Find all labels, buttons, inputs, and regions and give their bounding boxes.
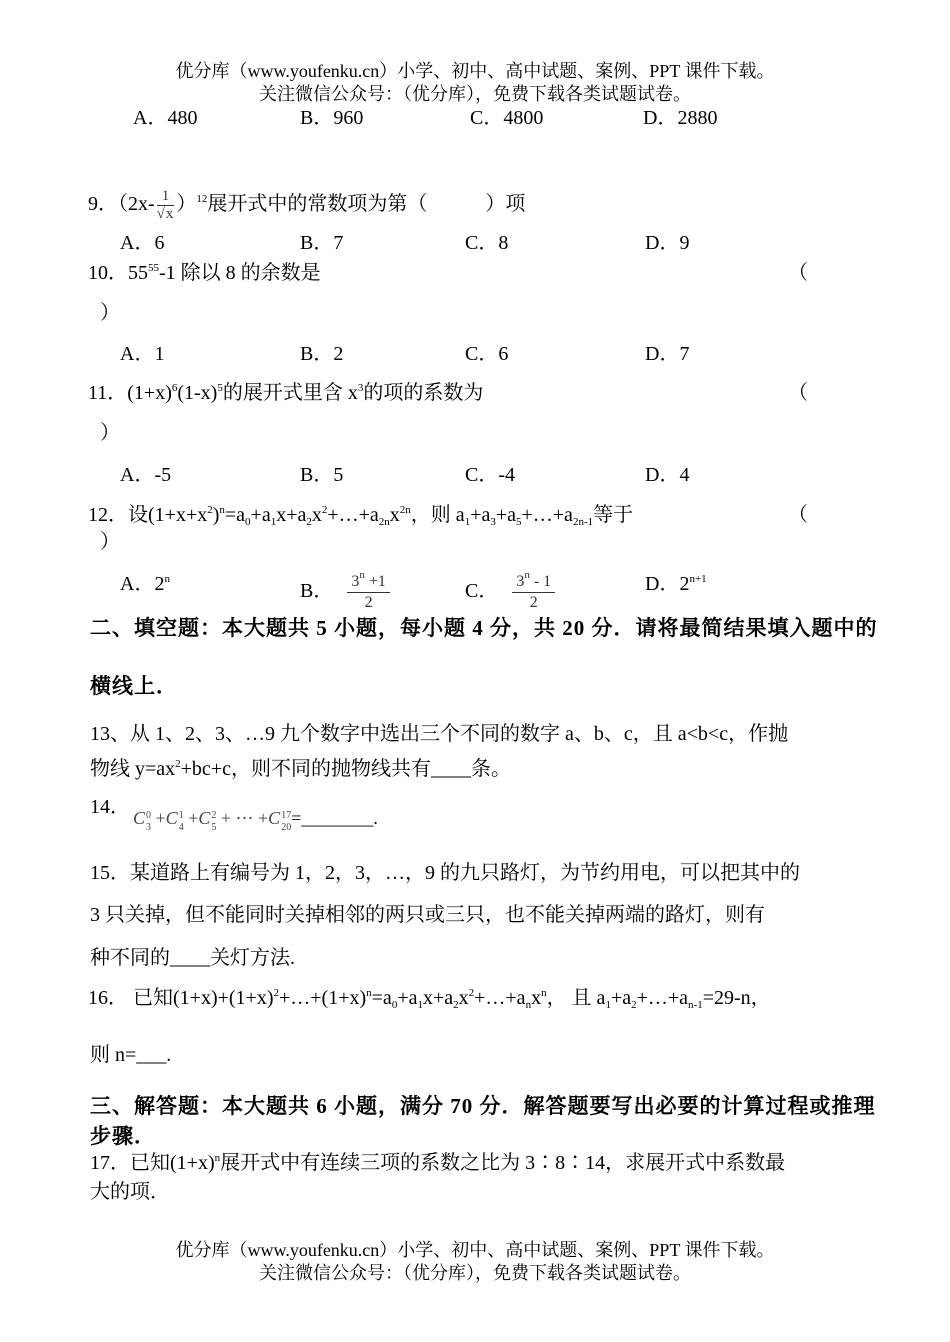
q9-number: 9． bbox=[88, 193, 118, 216]
section-2-heading-cont: 横线上． bbox=[90, 674, 178, 698]
q13-exponent: 2 bbox=[175, 758, 181, 770]
q11-stem bbox=[88, 381, 483, 405]
q12-sub: 1 bbox=[270, 516, 277, 528]
header-line-1: 优分库（www.youfenku.cn）小学、初中、高中试题、案例、PPT 课件下载。 bbox=[175, 61, 775, 81]
q17-exponent: n bbox=[214, 1152, 221, 1164]
q12-stem-part: +…+a bbox=[327, 504, 379, 526]
q12-option-d bbox=[645, 572, 707, 596]
q16-part: ， 且 a bbox=[546, 987, 606, 1009]
q12-option-c-base: 3 bbox=[516, 573, 525, 590]
q16-sup: 2 bbox=[273, 987, 279, 999]
q14-term-sup: 2 bbox=[211, 810, 217, 821]
q12-option-c-exponent: n bbox=[524, 569, 530, 581]
q12-stem-part: x+a bbox=[276, 504, 307, 526]
q10-stem-part: 10．55 bbox=[88, 262, 148, 284]
q9-frac-denominator bbox=[157, 206, 175, 223]
q14-term-sup: 17 bbox=[281, 810, 292, 821]
q12-sup: 2n bbox=[399, 504, 411, 516]
q11-option-b: B．5 bbox=[300, 464, 344, 486]
q17-line-2: 大的项． bbox=[90, 1181, 170, 1203]
q15-line-1: 15．某道路上有编号为 1，2，3，…，9 的九只路灯，为节约用电，可以把其中的 bbox=[90, 862, 800, 884]
q11-exponent: 3 bbox=[357, 382, 364, 394]
q11-option-c: C．-4 bbox=[465, 464, 515, 486]
q12-stem-part: ，则 a bbox=[410, 504, 465, 526]
q14-dots: + ⋯ + bbox=[216, 808, 269, 828]
q12-sup: 2 bbox=[207, 504, 213, 516]
q12-option-b-rest: +1 bbox=[364, 573, 386, 590]
q12-stem-part: +…+a bbox=[521, 504, 573, 526]
q13-part: +bc+c，则不同的抛物线共有 bbox=[180, 758, 431, 780]
q13-answer-blank: ____ bbox=[430, 758, 471, 780]
q11-paren-open: （ bbox=[788, 382, 808, 404]
q12-stem-part: 等于 bbox=[593, 504, 634, 526]
q12-option-a bbox=[120, 572, 170, 596]
q12-sup: 2 bbox=[321, 504, 328, 516]
q12-sub: 5 bbox=[516, 516, 522, 528]
q12-stem-part: ) bbox=[212, 504, 220, 526]
q14-number: 14． bbox=[90, 796, 130, 818]
q14-term-sup: 1 bbox=[178, 810, 184, 821]
q12-option-b-fraction bbox=[347, 569, 390, 613]
q12-sub: 2 bbox=[306, 516, 312, 528]
q10-paren-close: ） bbox=[100, 302, 120, 324]
footer-line-1: 优分库（www.youfenku.cn）小学、初中、高中试题、案例、PPT 课件下载。 bbox=[175, 1240, 775, 1260]
q12-stem-part: x bbox=[389, 504, 400, 526]
q10-option-a: A．1 bbox=[120, 343, 165, 365]
q12-option-c-rest: - 1 bbox=[529, 573, 552, 590]
q9-fraction bbox=[157, 188, 175, 223]
q13-part: 物线 y=ax bbox=[90, 758, 176, 780]
q12-option-c-denominator: 2 bbox=[529, 594, 538, 611]
q15-line-3: 种不同的____关灯方法. bbox=[90, 947, 295, 969]
q9-tail: ）项 bbox=[485, 193, 526, 216]
q8-option-c: C．4800 bbox=[470, 107, 544, 129]
q10-stem bbox=[88, 261, 321, 285]
q9-option-d: D．9 bbox=[645, 232, 690, 254]
q12-stem-part: x bbox=[311, 504, 322, 526]
q12-sub: 3 bbox=[490, 516, 496, 528]
q10-option-b: B．2 bbox=[300, 343, 344, 365]
q8-option-b: B．960 bbox=[300, 107, 364, 129]
q16-part: +…+a bbox=[474, 987, 526, 1009]
q12-stem bbox=[88, 503, 633, 527]
q12-stem-part: +a bbox=[495, 504, 516, 526]
q16-part: =a bbox=[371, 987, 392, 1009]
section-2-heading: 二、填空题：本大题共 5 小题，每小题 4 分，共 20 分．请将最简结果填入题中的 bbox=[90, 616, 878, 640]
q12-option-b-denominator: 2 bbox=[364, 594, 373, 611]
q16-sup: n bbox=[366, 987, 372, 999]
q17-part: 17．已知(1+x) bbox=[90, 1152, 215, 1174]
q12-option-c-fraction bbox=[512, 569, 555, 613]
q10-option-c: C．6 bbox=[465, 343, 509, 365]
q14-answer-blank: ________ bbox=[301, 808, 374, 828]
q16-sup: 2 bbox=[468, 987, 475, 999]
q15-line-2: 3 只关掉，但不能同时关掉相邻的两只或三只，也不能关掉两端的路灯，则有 bbox=[90, 904, 765, 926]
q10-exponent: 55 bbox=[148, 262, 159, 274]
q12-sub: 1 bbox=[464, 516, 471, 528]
q14-plus: + bbox=[151, 808, 166, 828]
q16-sub: n-1 bbox=[688, 999, 703, 1011]
q14-term-letter: C bbox=[198, 808, 211, 828]
q16-part: +…+a bbox=[636, 987, 689, 1009]
q17-part: 展开式中有连续三项的系数之比为 3∶8∶14，求展开式中系数最 bbox=[220, 1152, 786, 1174]
q12-sub: 0 bbox=[245, 516, 251, 528]
q14-term-letter: C bbox=[268, 808, 281, 828]
q12-option-a-label: A．2 bbox=[120, 573, 165, 595]
q9-option-b: B．7 bbox=[300, 232, 344, 254]
q9-open: （2x- bbox=[118, 193, 155, 216]
q11-paren-close: ） bbox=[100, 422, 120, 444]
q10-stem-part: -1 除以 8 的余数是 bbox=[159, 262, 321, 284]
q16-part: x+a bbox=[422, 987, 454, 1009]
q12-option-b-numerator bbox=[347, 569, 390, 593]
q16-part: +a bbox=[397, 987, 418, 1009]
q11-option-a: A．-5 bbox=[120, 464, 172, 486]
q16-part: =29-n， bbox=[702, 987, 771, 1009]
q13-line-1: 13、从 1、2、3、…9 九个数字中选出三个不同的数字 a、b、c，且 a<b<c，作抛 bbox=[90, 723, 789, 745]
q8-option-d: D．2880 bbox=[643, 107, 718, 129]
q16-part: 16． 已知(1+x)+(1+x) bbox=[88, 987, 274, 1009]
q12-stem-part: +a bbox=[250, 504, 271, 526]
q9-option-a: A．6 bbox=[120, 232, 165, 254]
q16-part: x bbox=[531, 987, 542, 1009]
q12-paren-open: （ bbox=[788, 504, 808, 526]
q12-option-c-numerator bbox=[512, 569, 555, 593]
q16-sub: 1 bbox=[605, 999, 611, 1011]
q9-exponent: 12 bbox=[196, 193, 208, 206]
q14-term-sup: 0 bbox=[146, 810, 152, 821]
q9-stem bbox=[88, 188, 525, 223]
q16-line-2: 则 n=___. bbox=[90, 1044, 172, 1066]
q17-line-1 bbox=[90, 1151, 785, 1175]
q16-part: +a bbox=[610, 987, 632, 1009]
radical-sign: √ bbox=[156, 206, 165, 222]
q11-stem-part: (1-x) bbox=[177, 382, 218, 404]
q12-stem-part: +a bbox=[470, 504, 491, 526]
header-line-2: 关注微信公众号：（优分库），免费下载各类试题试卷。 bbox=[259, 84, 691, 104]
q14-plus: + bbox=[183, 808, 199, 828]
q12-sub: 2n bbox=[378, 516, 390, 528]
q12-option-d-exponent: n+1 bbox=[689, 573, 707, 585]
q14-term-sub: 3 bbox=[146, 822, 152, 833]
section-3-heading-cont: 步骤． bbox=[90, 1124, 156, 1148]
q9-option-c: C．8 bbox=[465, 232, 509, 254]
q14-formula bbox=[133, 806, 378, 834]
q9-radicand: x bbox=[165, 206, 174, 222]
q12-option-b-label: B． bbox=[300, 580, 334, 603]
q14-term-letter: C bbox=[133, 808, 146, 828]
q16-part: x bbox=[458, 987, 469, 1009]
q11-exponent: 6 bbox=[171, 382, 178, 394]
q12-stem-part: 12．设(1+x+x bbox=[88, 504, 208, 526]
q11-stem-part: 的展开式里含 x bbox=[222, 382, 358, 404]
q16-stem bbox=[88, 986, 771, 1010]
q12-paren-close: ） bbox=[100, 531, 120, 553]
q12-sup: n bbox=[219, 504, 225, 516]
q12-sub: 2n-1 bbox=[572, 516, 594, 528]
q12-option-c bbox=[465, 569, 555, 613]
q11-stem-part: 11．(1+x) bbox=[88, 382, 172, 404]
q16-sub: 2 bbox=[453, 999, 459, 1011]
q16-sup: n bbox=[541, 987, 547, 999]
q16-sub: 0 bbox=[391, 999, 398, 1011]
q12-option-b bbox=[300, 569, 390, 613]
q14-term-sub: 20 bbox=[281, 822, 292, 833]
q10-option-d: D．7 bbox=[645, 343, 690, 365]
footer-line-2: 关注微信公众号：（优分库），免费下载各类试题试卷。 bbox=[259, 1263, 691, 1283]
q14-term-letter: C bbox=[165, 808, 178, 828]
q16-sub: 1 bbox=[417, 999, 423, 1011]
section-3-heading: 三、解答题：本大题共 6 小题，满分 70 分．解答题要写出必要的计算过程或推理 bbox=[90, 1094, 876, 1118]
q12-option-a-exponent: n bbox=[164, 573, 170, 585]
q16-part: +…+(1+x) bbox=[278, 987, 367, 1009]
q13-line-2 bbox=[90, 757, 511, 781]
q13-part: 条。 bbox=[470, 758, 511, 780]
q14-term-indices bbox=[281, 810, 291, 834]
q11-exponent: 5 bbox=[217, 382, 223, 394]
q14-period: . bbox=[373, 808, 378, 828]
q10-paren-open: （ bbox=[788, 262, 808, 284]
q9-frac-numerator: 1 bbox=[157, 188, 175, 206]
q11-option-d: D．4 bbox=[645, 464, 690, 486]
q9-text: 展开式中的常数项为第（ bbox=[207, 193, 428, 216]
q12-option-b-base: 3 bbox=[351, 573, 360, 590]
q12-option-d-label: D．2 bbox=[645, 573, 690, 595]
q12-option-b-exponent: n bbox=[359, 569, 365, 581]
q14-term-sub: 4 bbox=[178, 822, 184, 833]
q8-option-a: A．480 bbox=[133, 107, 198, 129]
q14-term-sub: 5 bbox=[211, 822, 217, 833]
q12-option-c-label: C． bbox=[465, 580, 499, 603]
q14-equals: = bbox=[291, 808, 302, 828]
q9-close: ） bbox=[176, 193, 197, 216]
q11-stem-part: 的项的系数为 bbox=[363, 382, 484, 404]
q16-sub: n bbox=[525, 999, 532, 1011]
q12-stem-part: =a bbox=[224, 504, 246, 526]
q16-sub: 2 bbox=[631, 999, 637, 1011]
